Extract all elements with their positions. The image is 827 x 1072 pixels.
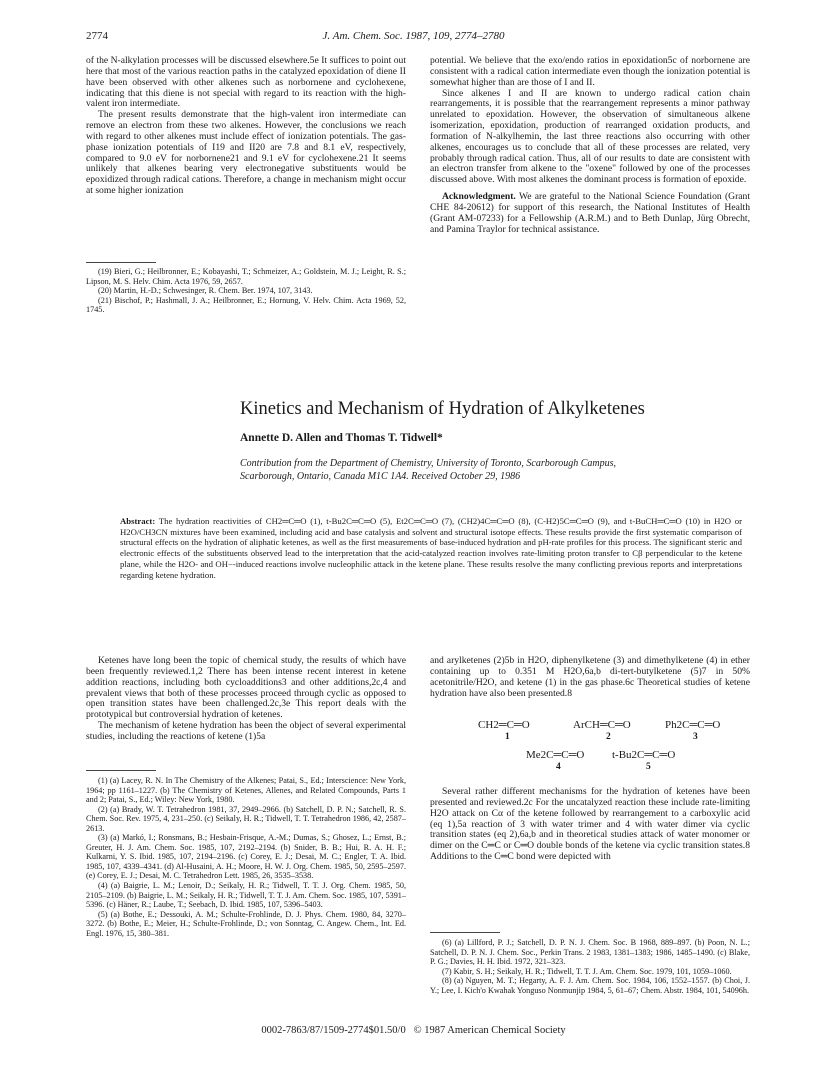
structure-number: 3 bbox=[693, 732, 698, 742]
footer-copyright: © 1987 American Chemical Society bbox=[413, 1025, 566, 1036]
footnote: (19) Bieri, G.; Heilbronner, E.; Kobayashi, T.; Schmeizer, A.; Goldstein, M. J.; Leight, R. S.; Lipson, M. S. Helv. Chim. Acta 1976, 59, 2657. bbox=[86, 267, 406, 286]
structure-number: 5 bbox=[646, 762, 651, 772]
top-right-column bbox=[430, 56, 750, 236]
structure-number: 1 bbox=[505, 732, 510, 742]
footer-code: 0002-7863/87/1509-2774$01.50/0 bbox=[261, 1025, 406, 1036]
affiliation bbox=[240, 458, 750, 483]
footnote: (6) (a) Lillford, P. J.; Satchell, D. P. N. J. Chem. Soc. B 1968, 889–897. (b) Poon, N. L.; Satchell, D. P. N. J. Chem. Soc., Perkin Trans. 2 1983, 1381–1383; 1986, 1485–1490. (c) Blake, P. G.; Davies, H. H. Ibid. 1972, 321–323. bbox=[430, 938, 750, 967]
paragraph: Since alkenes I and II are known to undergo radical cation chain rearrangements, it is possible that the rearrangement represents a minor pathway unrelated to epoxidation. However, the observation of simultaneous alkene isomerization, epoxidation, production of rearranged oxidation products, and formation of N-alkylhemin, the last three reactions also occurring with other alkenes, encourages us to conclude that all of these processes are related, very probably through radical cation. Thus, all of our results to date are consistent with an electron transfer from alkene to the "oxene" followed by one of the processes discussed above. With most alkenes the dominant process is formation of epoxide. bbox=[430, 87, 750, 186]
footnote-rule bbox=[430, 932, 500, 933]
structure-number: 4 bbox=[556, 762, 561, 772]
paragraph: Ketenes have long been the topic of chemical study, the results of which have been frequently reviewed.1,2 There has been intense recent interest in ketene addition reactions, including both cycloadditions3 and other additions,2c,4 and prevalent views that both of these processes proceed through cyclic as opposed to open transition states have been challenged.2c,3e This report deals with the prototypical but controversial hydration of ketenes. bbox=[86, 655, 406, 721]
structure-formula: ArCH═C═O bbox=[573, 719, 631, 731]
body-right-column bbox=[430, 656, 750, 699]
body-right-footnotes bbox=[430, 938, 750, 995]
running-header: J. Am. Chem. Soc. 1987, 109, 2774–2780 bbox=[322, 30, 505, 42]
structure-formula: Me2C═C═O bbox=[526, 749, 585, 761]
footnote: (2) (a) Brady, W. T. Tetrahedron 1981, 37, 2949–2966. (b) Satchell, D. P. N.; Satchell, R. S. Chem. Soc. Rev. 1975, 4, 231–250. (c) Seikaly, H. R.; Tidwell, T. T. Tetrahedron 1986, 42, 2587–2613. bbox=[86, 804, 406, 833]
acknowledgment-text: We are grateful to the National Science Foundation (Grant CHE 84-20612) for support of this research, the National Institutes of Health (Grant AM-07233) for a Fellowship (A.R.M.) and to Beth Dunlap, Jürg Obrecht, and Pamina Traylor for technical assistance. bbox=[430, 191, 750, 235]
paragraph: The mechanism of ketene hydration has been the object of several experimental studies, including the reactions of ketene (1)5a bbox=[86, 720, 406, 742]
paragraph: The present results demonstrate that the high-valent iron intermediate can remove an electron from these two alkenes. However, the conclusions we reach with regard to other alkenes must include effect of ionization potentials. The gas-phase ionization potentials of I19 and II20 are 7.8 and 8.1 eV, respectively, compared to 9.0 eV for norbornene21 and 9.1 eV for cyclohexene.21 It seems unlikely that alkenes bearing very electronegative substituents would be epoxidized through radical cations. Therefore, a change in mechanism might occur at some higher ionization bbox=[86, 109, 406, 197]
page-number: 2774 bbox=[86, 30, 108, 42]
footnote-rule bbox=[86, 770, 156, 771]
body-right-column-2 bbox=[430, 787, 750, 863]
top-left-column bbox=[86, 56, 406, 197]
ketene-structures bbox=[430, 719, 750, 781]
footnote: (20) Martin, H.-D.; Schwesinger, R. Chem. Ber. 1974, 107, 3143. bbox=[98, 286, 313, 296]
structure-formula: t-Bu2C═C═O bbox=[612, 749, 676, 761]
affiliation-line: Contribution from the Department of Chemistry, University of Toronto, Scarborough Campus, bbox=[240, 458, 617, 469]
footnote: (8) (a) Nguyen, M. T.; Hegarty, A. F. J. Am. Chem. Soc. 1984, 106, 1552–1557. (b) Choi, J. Y.; Lee, I. Kich'o Kwahak Yonguso Nonmunjip 1984, 5, 61–67; Chem. Abstr. 1984, 101, 54096h. bbox=[430, 976, 750, 995]
footnote-rule bbox=[86, 262, 156, 263]
abstract bbox=[120, 516, 742, 580]
paragraph: of the N-alkylation processes will be discussed elsewhere.5e It suffices to point out here that most of the various reaction paths in the catalyzed epoxidation of diene II have been observed with other alkenes such as norbornene and cyclohexene, indicating that this diene is not special with regard to its reaction with the high-valent iron intermediate. bbox=[86, 55, 406, 110]
body-left-footnotes bbox=[86, 776, 406, 938]
footnote: (3) (a) Markó, I.; Ronsmans, B.; Hesbain-Frisque, A.-M.; Dumas, S.; Ghosez, L.; Ernst, B.; Greuter, H. J. Am. Chem. Soc. 1985, 107, 2192–2194. (b) Snider, B. B.; Hui, R. A. H. F.; Kulkarni, Y. S. Ibid. 1985, 107, 2194–2196. (c) Corey, E. J.; Desai, M. C.; Engler, T. A. Ibid. 1985, 107, 4339–4341. (d) Al-Husaini, A. H.; Moore, H. W. J. Org. Chem. 1985, 50, 2595–2597. (e) Corey, E. J.; Desai, M. C. Tetrahedron Lett. 1985, 26, 3535–3538. bbox=[86, 833, 406, 881]
abstract-text: The hydration reactivities of CH2═C═O (1), t-Bu2C═C═O (5), Et2C═C═O (7), (CH2)4C═C═O (8), (C-H2)5C═C═O (9), and t-BuCH═C═O (10) in H2O or H2O/CH3CN mixtures have been examined, including acid and base catalysis and solvent and structural isotope effects. These results provide the first systematic comparison of structural effects on the hydration of aliphatic ketenes, as well as the first measurements of base-induced hydration and pH-rate profiles for this process. The significant steric and electronic effects of the substituents observed lead to the interpretation that the acid-catalyzed reaction involves rate-limiting proton transfer to Cβ perpendicular to the ketene plane, while the H2O- and OH−-induced reactions involve nucleophilic attack in the ketene plane. These results resolve the many conflicting previous reports and interpretations regarding ketene hydration. bbox=[120, 516, 743, 580]
structure-formula: CH2═C═O bbox=[478, 719, 530, 731]
article-authors: Annette D. Allen and Thomas T. Tidwell* bbox=[240, 432, 443, 444]
acknowledgment bbox=[430, 192, 750, 235]
body-left-column bbox=[86, 656, 406, 743]
paragraph: Several rather different mechanisms for the hydration of ketenes have been presented and reviewed.2c For the uncatalyzed reaction these include rate-limiting H2O attack on Cα of the ketene followed by rearrangement to a carboxylic acid (eq 1),5a reaction of 3 with water trimer and 4 with water dimer via cyclic transition states (eq 2),6a,b and in theoretical studies attack of water monomer or dimer on the C═C or C═O double bonds of the ketene via cyclic transition states.8 Additions to the C═C bond were depicted with bbox=[430, 786, 750, 863]
article-title: Kinetics and Mechanism of Hydration of Alkylketenes bbox=[240, 399, 645, 419]
footnote: (21) Bischof, P.; Hashmall, J. A.; Heilbronner, E.; Hornung, V. Helv. Chim. Acta 1969, 52, 1745. bbox=[86, 295, 406, 315]
structure-formula: Ph2C═C═O bbox=[665, 719, 721, 731]
structure-number: 2 bbox=[606, 732, 611, 742]
footnote: (5) (a) Bothe, E.; Dessouki, A. M.; Schulte-Frohlinde, D. J. Phys. Chem. 1980, 84, 3270–3272. (b) Bothe, E.; Meier, H.; Schulte-Frohlinde, D.; von Sonntag, C. Angew. Chem., Int. Ed. Engl. 1976, 15, 380–381. bbox=[86, 909, 406, 938]
footnote: (7) Kabir, S. H.; Seikaly, H. R.; Tidwell, T. T. J. Am. Chem. Soc. 1979, 101, 1059–1060. bbox=[442, 966, 732, 976]
paragraph: and arylketenes (2)5b in H2O, diphenylketene (3) and dimethylketene (4) in ether containing up to 0.351 M H2O,6a,b di-tert-butylketene (5)7 in 50% acetonitrile/H2O, and ketene (1) in the gas phase.6c Theoretical studies of ketene hydration have also been presented.8 bbox=[430, 655, 750, 699]
affiliation-line: Scarborough, Ontario, Canada M1C 1A4. Received October 29, 1986 bbox=[240, 470, 521, 482]
acknowledgment-label: Acknowledgment. bbox=[442, 191, 516, 203]
page-footer bbox=[0, 1025, 827, 1036]
paragraph: potential. We believe that the exo/endo ratios in epoxidation5c of norbornene are consistent with a radical cation intermediate even though the ionization potential is somewhat higher than are those of I and II. bbox=[430, 55, 750, 88]
footnote: (1) (a) Lacey, R. N. In The Chemistry of the Alkenes; Patai, S., Ed.; Interscience: New York, 1964; pp 1161–1227. (b) The Chemistry of Ketenes, Allenes, and Related Compounds, Parts 1 and 2; Patai, S., Ed.; Wiley: New York, 1980. bbox=[86, 776, 406, 805]
footnote: (4) (a) Baigrie, L. M.; Lenoir, D.; Seikaly, H. R.; Tidwell, T. T. J. Org. Chem. 1985, 50, 2105–2109. (b) Baigrie, L. M.; Seikaly, H. R.; Tidwell, T. T. J. Am. Chem. Soc. 1985, 107, 5391–5396. (c) Häner, R.; Laube, T.; Seebach, D. Ibid. 1985, 107, 5396–5403. bbox=[86, 881, 406, 910]
abstract-label: Abstract: bbox=[120, 516, 156, 526]
top-left-footnotes bbox=[86, 267, 406, 315]
